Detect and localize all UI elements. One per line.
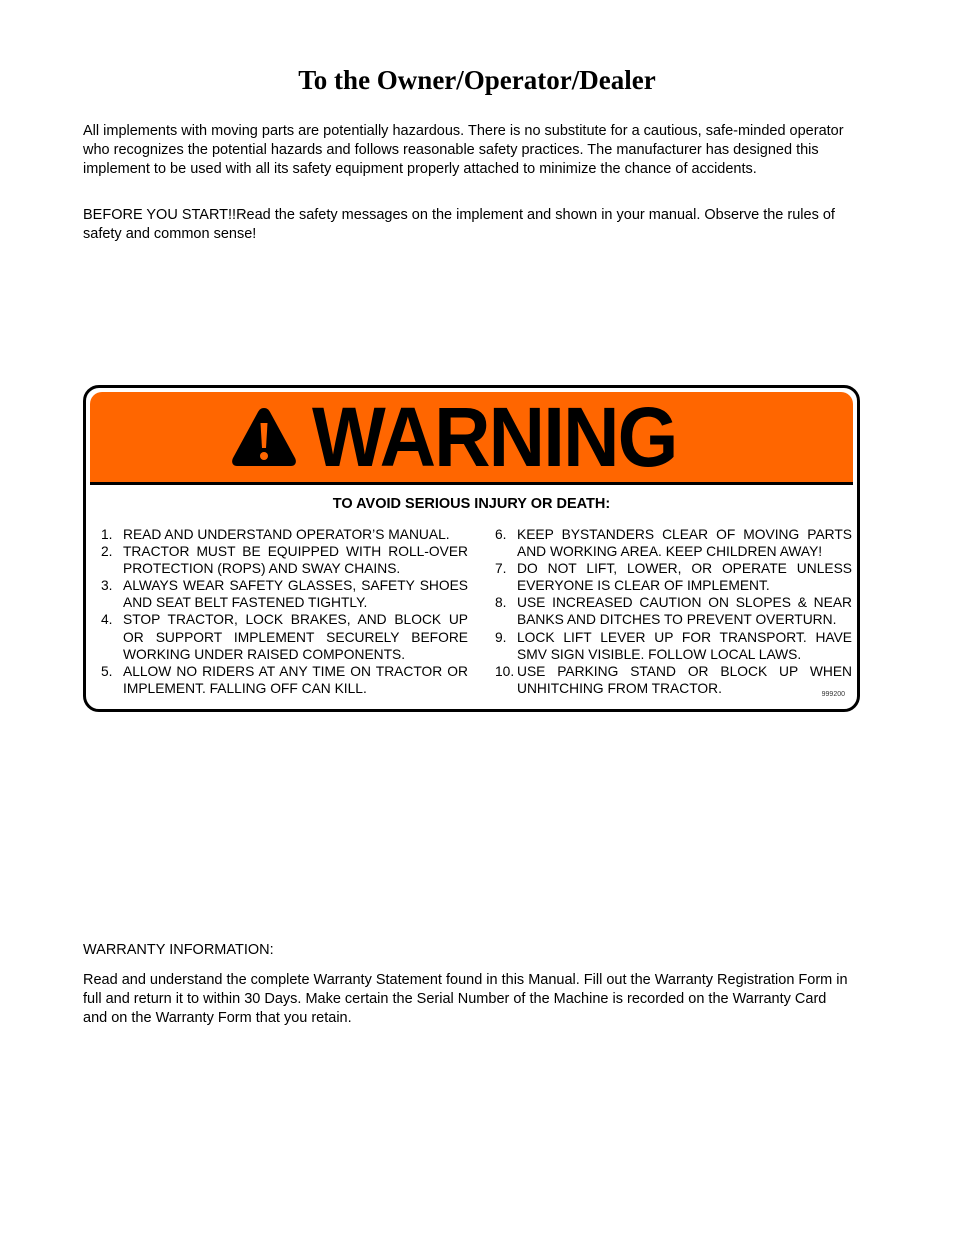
item-number: 3. [101,578,113,594]
item-number: 4. [101,612,113,628]
item-text: KEEP BYSTANDERS CLEAR OF MOVING PARTS AND WORKING AREA. KEEP CHILDREN AWAY! [517,527,852,560]
item-number: 8. [495,595,507,611]
list-item [98,611,468,662]
item-number: 10. [495,663,515,679]
item-number: 1. [101,527,113,542]
item-text: STOP TRACTOR, LOCK BRAKES, AND BLOCK UP OR SUPPORT IMPLEMENT SECURELY BEFORE WORKING UNDER RAISED COMPONENTS. [123,612,468,662]
item-text: DO NOT LIFT, LOWER, OR OPERATE UNLESS EVERYONE IS CLEAR OF IMPLEMENT. [517,561,852,594]
warranty-paragraph: Read and understand the complete Warranty Statement found in this Manual. Fill out the Warranty Registration Form in full and return it to within 30 Days. Make certain the Serial Number of the Machine is recorded on the Warranty Card and on the Warranty Form that you retain. [83,972,848,1026]
item-number: 7. [495,561,507,577]
list-item [98,577,468,611]
intro-paragraph: All implements with moving parts are potentially hazardous. There is no substitute for a cautious, safe-minded operator who recognizes the potential hazards and follows reasonable safety practices. The manufacturer has designed this implement to be used with all its safety equipment properly attached to minimize the chance of accidents. [83,123,844,177]
list-item [98,663,468,697]
item-number: 2. [101,544,113,560]
item-text: LOCK LIFT LEVER UP FOR TRANSPORT. HAVE SMV SIGN VISIBLE. FOLLOW LOCAL LAWS. [517,629,852,662]
item-text: ALWAYS WEAR SAFETY GLASSES, SAFETY SHOES AND SEAT BELT FASTENED TIGHTLY. [123,578,468,611]
list-item [492,663,852,697]
warning-decal [83,385,860,712]
decal-code: 999200 [821,691,845,698]
item-number: 9. [495,629,507,645]
item-text: ALLOW NO RIDERS AT ANY TIME ON TRACTOR OR IMPLEMENT. FALLING OFF CAN KILL. [123,663,468,696]
list-item [492,526,852,560]
list-item [98,543,468,577]
item-text: TRACTOR MUST BE EQUIPPED WITH ROLL-OVER PROTECTION (ROPS) AND SWAY CHAINS. [123,544,468,577]
warning-subheading: TO AVOID SERIOUS INJURY OR DEATH: [332,496,611,512]
warranty-heading: WARRANTY INFORMATION: [83,942,274,958]
warning-triangle-icon [230,405,298,469]
list-item [492,560,852,594]
warning-list-right [492,526,852,697]
warning-signal-word: WARNING [312,390,677,484]
warning-list-left [98,526,468,697]
list-item [98,526,468,543]
warning-header [90,392,853,485]
page-title: To the Owner/Operator/Dealer [298,65,656,95]
item-text: USE PARKING STAND OR BLOCK UP WHEN UNHITCHING FROM TRACTOR. [517,663,852,696]
item-text: READ AND UNDERSTAND OPERATOR’S MANUAL. [123,527,450,542]
list-item [492,629,852,663]
item-number: 6. [495,527,507,542]
item-text: USE INCREASED CAUTION ON SLOPES & NEAR BANKS AND DITCHES TO PREVENT OVERTURN. [517,595,852,628]
item-number: 5. [101,663,113,679]
list-item [492,594,852,628]
before-you-start-paragraph: BEFORE YOU START!!Read the safety messages on the implement and shown in your manual. Observe the rules of safety and common sense! [83,207,835,242]
